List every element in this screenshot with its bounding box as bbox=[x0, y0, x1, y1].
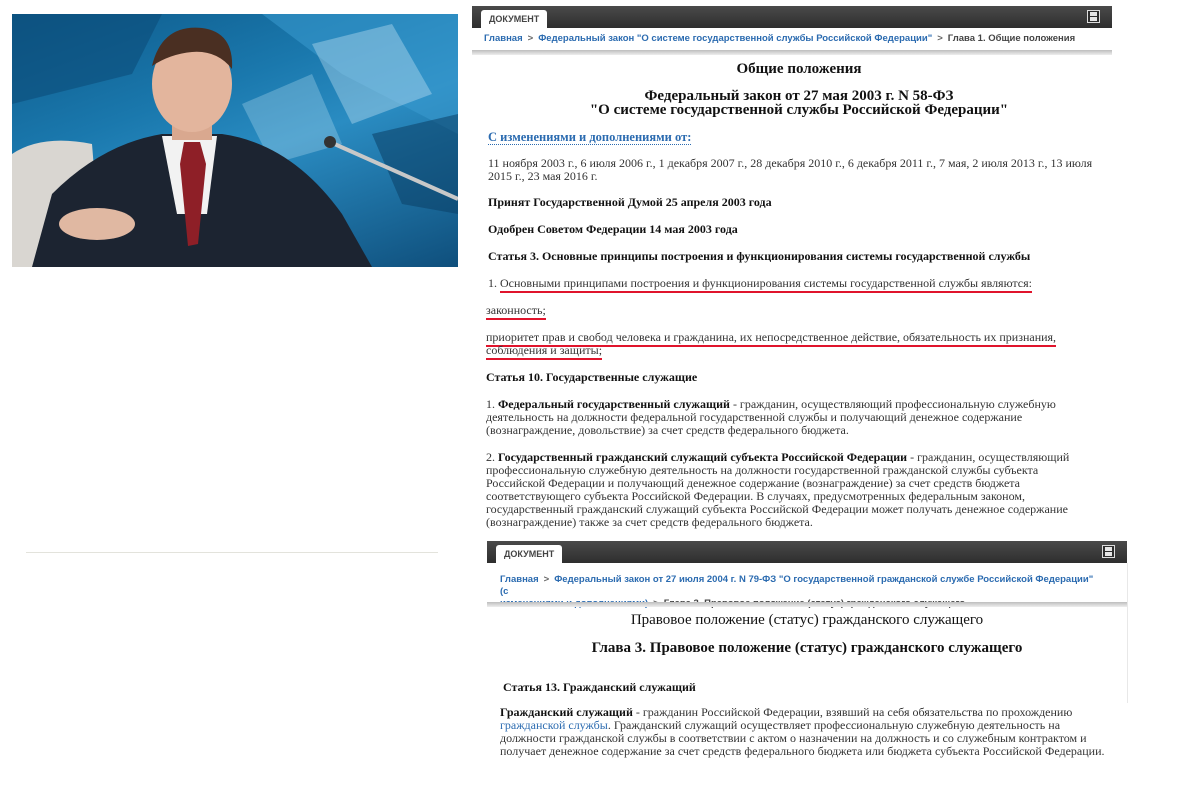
breadcrumb-law-link[interactable]: Федеральный закон "О системе государственной службы Российской Федерации" bbox=[538, 33, 933, 44]
header-shadow bbox=[487, 602, 1127, 607]
header-shadow bbox=[472, 50, 1112, 55]
law-title-line-1: Федеральный закон от 27 мая 2003 г. N 58-ФЗ bbox=[644, 88, 954, 104]
document-toolbar bbox=[472, 6, 1112, 28]
breadcrumb-home-link[interactable]: Главная bbox=[484, 33, 523, 44]
highlighted-legality-text: законность; bbox=[486, 303, 546, 320]
article-10-point-2 bbox=[486, 451, 1091, 529]
divider-line bbox=[26, 552, 438, 553]
article-3-priority-line-2 bbox=[486, 344, 602, 357]
page-title: Общие положения bbox=[736, 61, 862, 77]
breadcrumb-home-link[interactable]: Главная bbox=[500, 574, 539, 585]
document-tab[interactable]: ДОКУМЕНТ bbox=[496, 545, 562, 563]
article-13-title: Статья 13. Гражданский служащий bbox=[503, 680, 696, 694]
point-number: 1. bbox=[486, 397, 498, 411]
breadcrumb-law-link[interactable]: Федеральный закон от 27 июля 2004 г. N 79-ФЗ "О государственной гражданской службе Российской Федерации" (с bbox=[500, 574, 1094, 597]
portrait-photo bbox=[12, 14, 458, 267]
amendments-link[interactable]: С изменениями и дополнениями от: bbox=[488, 130, 692, 144]
approved-text: Одобрен Советом Федерации 14 мая 2003 года bbox=[488, 222, 738, 236]
point-number: 1. bbox=[488, 276, 500, 290]
federal-servant-term: Федеральный государственный служащий bbox=[498, 397, 730, 411]
regional-servant-definition: - гражданин, осуществляющий профессиональную служебную деятельность на должности государственной гражданской службы субъекта Российской Федерации и получающий денежное содержание (вознаграждение) за счет средств бюджета соответствующего субъекта Российской Федерации. В случаях, предусмотренных федеральным законом, государственный гражданский служащий субъекта Российской Федерации может получать денежное содержание (вознаграждение) также за счет средств федерального бюджета. bbox=[486, 450, 1070, 529]
civil-servant-term: Гражданский служащий bbox=[500, 705, 633, 719]
highlighted-priority-text-2: соблюдения и защиты; bbox=[486, 343, 602, 360]
regional-servant-term: Государственный гражданский служащий субъекта Российской Федерации bbox=[498, 450, 908, 464]
article-3-legality bbox=[486, 304, 546, 317]
breadcrumb-current: Глава 1. Общие положения bbox=[947, 33, 1076, 44]
article-3-title: Статья 3. Основные принципы построения и функционирования системы государственной службы bbox=[488, 249, 1031, 263]
document-tab[interactable]: ДОКУМЕНТ bbox=[481, 10, 547, 28]
article-10-title: Статья 10. Государственные служащие bbox=[486, 370, 698, 384]
civil-servant-definition-2: . Гражданский служащий осуществляет профессиональную служебную деятельность на должности гражданской службы в соответствии с актом о назначении на должность и со служебным контрактом и получает денежное содержание за счет средств федерального бюджета или бюджета субъекта Российской Федерации. bbox=[500, 718, 1105, 758]
document-panel-2 bbox=[487, 541, 1127, 771]
page-title: Правовое положение (статус) гражданского служащего bbox=[630, 612, 984, 628]
amendment-dates-line-1: 11 ноября 2003 г., 6 июля 2006 г., 1 декабря 2007 г., 28 декабря 2010 г., 6 декабря 2011 г., 7 мая, 2 июля 2013 г., 13 июля bbox=[488, 156, 1093, 170]
article-13-text bbox=[500, 706, 1110, 758]
highlighted-principles-text: Основными принципами построения и функционирования системы государственной службы являются: bbox=[500, 276, 1032, 293]
save-icon[interactable] bbox=[1102, 545, 1115, 558]
amendments-link-wrap bbox=[488, 128, 691, 146]
point-number: 2. bbox=[486, 450, 498, 464]
portrait-illustration bbox=[12, 14, 458, 267]
highlighted-priority-text-1: приоритет прав и свобод человека и гражданина, их непосредственное действие, обязательность их признания, bbox=[486, 330, 1056, 347]
document-toolbar bbox=[487, 541, 1127, 563]
article-10-point-1 bbox=[486, 398, 1071, 437]
panel-edge-line bbox=[1127, 563, 1128, 703]
adopted-text: Принят Государственной Думой 25 апреля 2003 года bbox=[488, 195, 772, 209]
amendment-dates-line-2: 2015 г., 23 мая 2016 г. bbox=[488, 169, 598, 183]
civil-service-link[interactable]: гражданской службы bbox=[500, 718, 608, 732]
document-panel-1 bbox=[472, 6, 1112, 534]
law-title-line-2: "О системе государственной службы Российской Федерации" bbox=[589, 102, 1009, 118]
chapter-title: Глава 3. Правовое положение (статус) гражданского служащего bbox=[591, 640, 1023, 656]
save-icon[interactable] bbox=[1087, 10, 1100, 23]
article-3-point-1 bbox=[488, 277, 1032, 290]
civil-servant-definition-1: - гражданин Российской Федерации, взявший на себя обязательства по прохождению bbox=[632, 705, 1073, 719]
breadcrumb: Главная > Федеральный закон от 27 июля 2004 г. N 79-ФЗ "О государственной гражданской службе Российской Федерации" (с bbox=[500, 574, 1100, 610]
federal-servant-definition: - гражданин, осуществляющий профессиональную служебную деятельность на должности федеральной государственной службы и получающий денежное содержание (вознаграждение, довольствие) за счет средств федерального бюджета. bbox=[486, 397, 1056, 437]
breadcrumb: Главная > Федеральный закон "О системе государственной службы Российской Федерации" > Глава 1. Общие положения bbox=[484, 33, 1076, 44]
